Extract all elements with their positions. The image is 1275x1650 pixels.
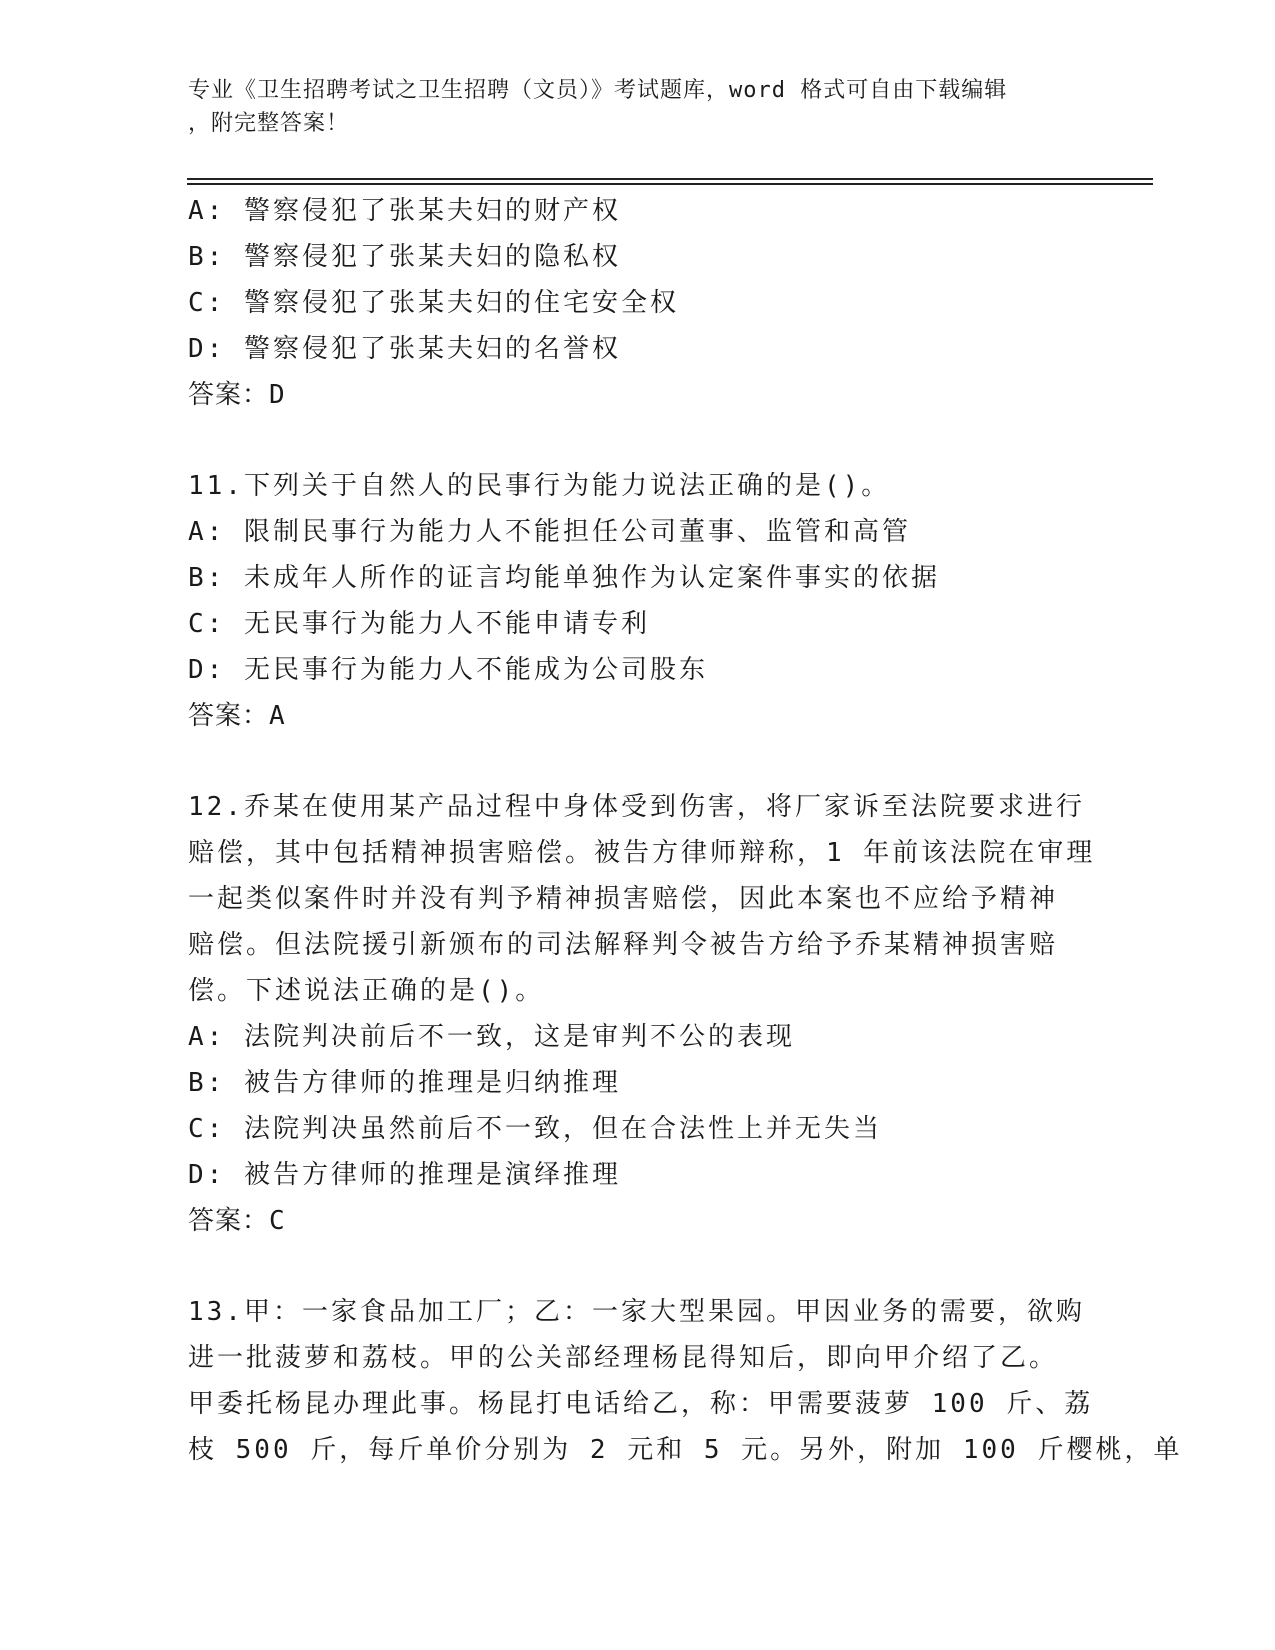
option-c: C: 警察侵犯了张某夫妇的住宅安全权 xyxy=(188,288,679,318)
header-divider-top xyxy=(187,178,1153,180)
option-a: A: 法院判决前后不一致，这是审判不公的表现 xyxy=(188,1022,795,1052)
question-stem-line: 赔偿，其中包括精神损害赔偿。被告方律师辩称，1 年前该法院在审理 xyxy=(188,838,1096,868)
question-12 xyxy=(188,784,1096,1244)
question-stem-line: 甲委托杨昆办理此事。杨昆打电话给乙，称：甲需要菠萝 100 斤、荔 xyxy=(188,1389,1094,1419)
answer-line xyxy=(188,1198,1088,1244)
question-stem-line: 进一批菠萝和荔枝。甲的公关部经理杨昆得知后，即向甲介绍了乙。 xyxy=(188,1343,1059,1373)
answer-line xyxy=(188,693,1088,739)
option-d: D: 警察侵犯了张某夫妇的名誉权 xyxy=(188,334,621,364)
option-a: A: 限制民事行为能力人不能担任公司董事、监管和高管 xyxy=(188,517,911,547)
answer-label: 答案： xyxy=(188,1206,270,1236)
document-header xyxy=(188,74,1088,140)
option-a: A: 警察侵犯了张某夫妇的财产权 xyxy=(188,196,621,226)
option-d: D: 被告方律师的推理是演绎推理 xyxy=(188,1160,621,1190)
header-line-1: 专业《卫生招聘考试之卫生招聘（文员）》考试题库，word 格式可自由下载编辑 xyxy=(188,78,1008,103)
question-stem: 11.下列关于自然人的民事行为能力说法正确的是()。 xyxy=(188,471,891,501)
question-stem-line: 偿。下述说法正确的是()。 xyxy=(188,976,545,1006)
question-stem-line: 12.乔某在使用某产品过程中身体受到伤害，将厂家诉至法院要求进行 xyxy=(188,792,1085,822)
question-10 xyxy=(188,188,1088,418)
document-body xyxy=(188,188,1183,1473)
answer-value: A xyxy=(269,701,286,731)
header-divider-bottom xyxy=(187,183,1153,185)
option-d: D: 无民事行为能力人不能成为公司股东 xyxy=(188,655,708,685)
question-stem-line: 枝 500 斤，每斤单价分别为 2 元和 5 元。另外，附加 100 斤樱桃，单 xyxy=(188,1435,1183,1465)
question-11 xyxy=(188,463,1088,739)
answer-value: C xyxy=(269,1206,286,1236)
option-b: B: 被告方律师的推理是归纳推理 xyxy=(188,1068,621,1098)
question-stem-line: 13.甲：一家食品加工厂；乙：一家大型果园。甲因业务的需要，欲购 xyxy=(188,1297,1085,1327)
header-line-2: ，附完整答案！ xyxy=(188,111,350,136)
answer-label: 答案： xyxy=(188,380,270,410)
answer-label: 答案： xyxy=(188,701,270,731)
spacer xyxy=(188,1244,1088,1289)
option-c: C: 无民事行为能力人不能申请专利 xyxy=(188,609,650,639)
question-13 xyxy=(188,1289,1183,1473)
option-b: B: 未成年人所作的证言均能单独作为认定案件事实的依据 xyxy=(188,563,940,593)
question-stem-line: 赔偿。但法院援引新颁布的司法解释判令被告方给予乔某精神损害赔 xyxy=(188,930,1059,960)
option-c: C: 法院判决虽然前后不一致，但在合法性上并无失当 xyxy=(188,1114,882,1144)
spacer xyxy=(188,418,1088,463)
spacer xyxy=(188,739,1088,784)
option-b: B: 警察侵犯了张某夫妇的隐私权 xyxy=(188,242,621,272)
answer-value: D xyxy=(269,380,286,410)
answer-line xyxy=(188,372,1088,418)
question-stem-line: 一起类似案件时并没有判予精神损害赔偿，因此本案也不应给予精神 xyxy=(188,884,1059,914)
